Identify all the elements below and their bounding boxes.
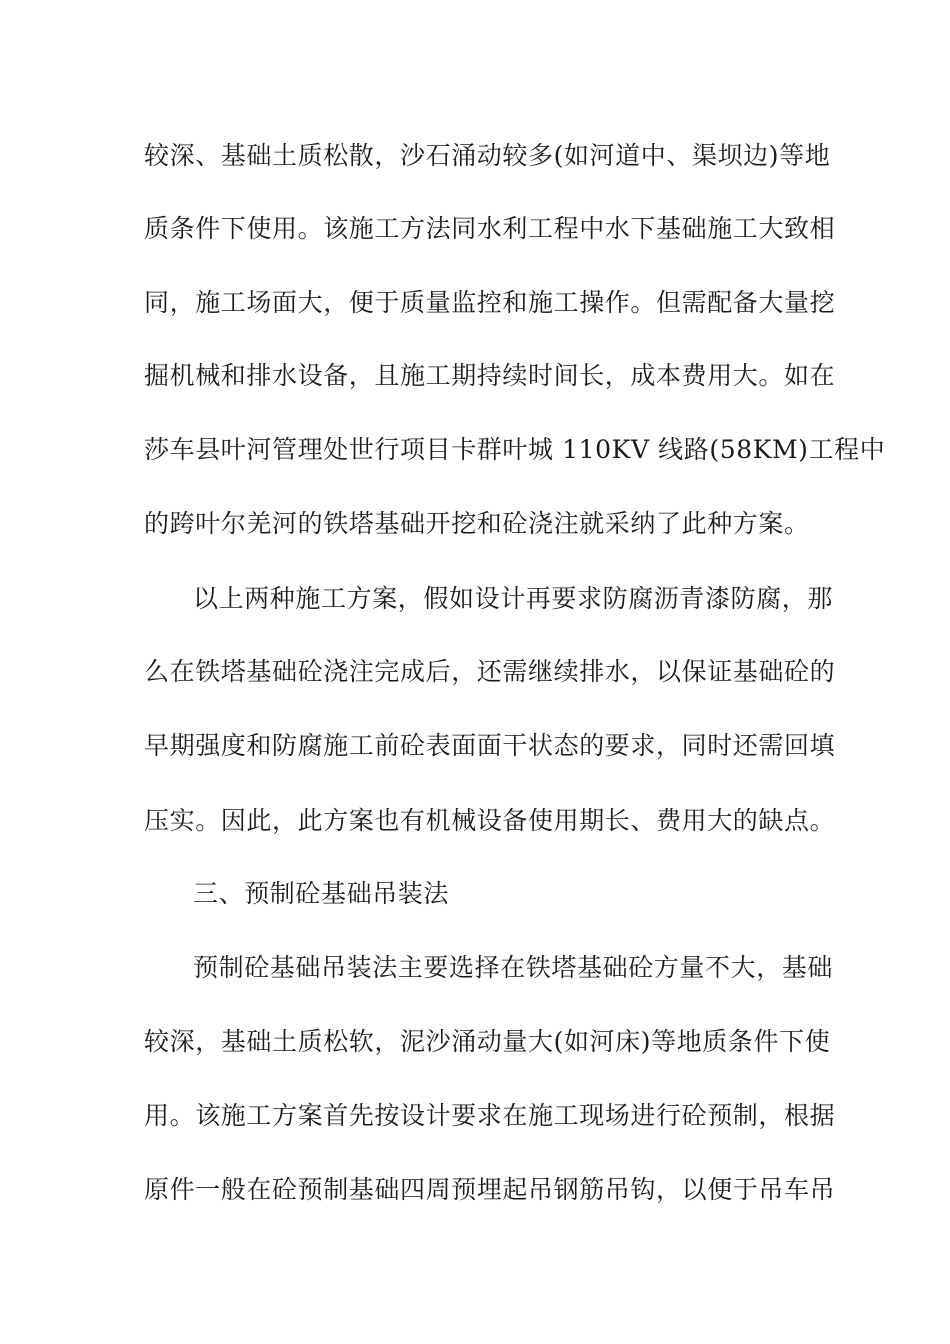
paragraph-line-9: 早期强度和防腐施工前砼表面面干状态的要求，同时还需回填 [144,731,836,760]
paragraph-line-3: 同，施工场面大，便于质量监控和施工操作。但需配备大量挖 [144,288,836,317]
paragraph-line-15: 原件一般在砼预制基础四周预埋起吊钢筋吊钩，以便于吊车吊 [144,1175,836,1204]
paragraph-line-4: 掘机械和排水设备，且施工期持续时间长，成本费用大。如在 [144,361,836,390]
paragraph-line-12: 预制砼基础吊装法主要选择在铁塔基础砼方量不大，基础 [193,953,834,982]
paragraph-line-1: 较深、基础土质松散，沙石涌动较多(如河道中、渠坝边)等地 [144,141,831,170]
paragraph-line-7: 以上两种施工方案，假如设计再要求防腐沥青漆防腐，那 [193,584,834,613]
paragraph-line-6: 的跨叶尔羌河的铁塔基础开挖和砼浇注就采纳了此种方案。 [144,509,810,538]
paragraph-line-5: 莎车县叶河管理处世行项目卡群叶城 110KV 线路(58KM)工程中 [144,435,886,464]
paragraph-line-2: 质条件下使用。该施工方法同水利工程中水下基础施工大致相 [144,214,836,243]
paragraph-line-14: 用。该施工方案首先按设计要求在施工现场进行砼预制，根据 [144,1101,836,1130]
paragraph-line-8: 么在铁塔基础砼浇注完成后，还需继续排水，以保证基础砼的 [144,657,836,686]
section-heading: 三、预制砼基础吊装法 [193,879,450,908]
paragraph-line-13: 较深，基础土质松软，泥沙涌动量大(如河床)等地质条件下使 [144,1027,831,1056]
paragraph-line-10: 压实。因此，此方案也有机械设备使用期长、费用大的缺点。 [144,806,836,835]
